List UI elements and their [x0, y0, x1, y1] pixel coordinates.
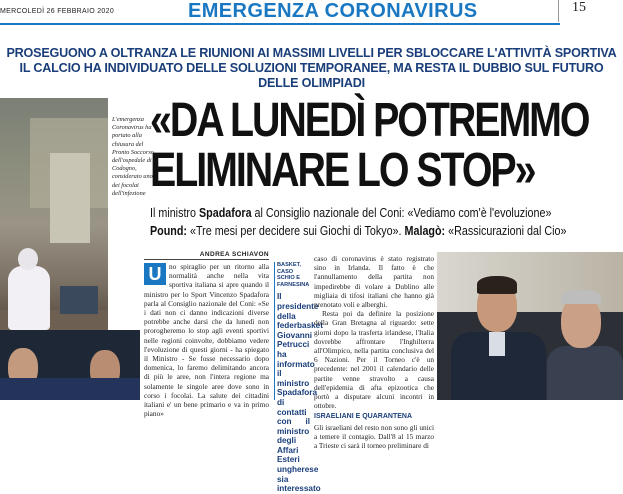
article-column-3-para-1: caso di coronavirus è stato registrato sino in Irlanda. Il fatto è che l'annullamento della partita non impedirebbe di volare a Dublino alle migliaia di tifosi italiani che hanno già prenotato voli e alberghi. [314, 254, 434, 310]
subhead-1-post: al Consiglio nazionale del Coni: «Vediamo com'è l'evoluzione» [251, 206, 552, 220]
photo-door [50, 153, 90, 243]
sidebar-brief [274, 262, 323, 494]
photo-coat [0, 378, 140, 400]
headline-line-2: ELIMINARE LO STOP» [150, 144, 535, 197]
photo-hair-1 [477, 276, 517, 294]
subhead-1 [150, 206, 557, 221]
section-title: EMERGENZA CORONAVIRUS [188, 0, 478, 22]
header-rule [0, 23, 560, 25]
subhead-2-name-1: Pound: [150, 224, 188, 238]
article-column-3-para-2: Resta poi da definire la posizione della Gran Bretagna al riguardo: sette giorni dopo la trasferta irlandese, l'Italia dovrebbe affrontare l'Inghilterra all'Olimpico, nella partita conclusiva del 6 Nazioni. Per il Torneo c'è un precedente: nel 2001 il calendario delle partite venne stravolto a causa dell'epidemia di afta epizootica che portò a disputare alcuni incontri in ottobre. [314, 309, 434, 411]
subhead-1-name: Spadafora [198, 206, 252, 220]
kicker-line-2: IL CALCIO HA INDIVIDUATO DELLE SOLUZIONI TEMPORANEE, MA RESTA IL DUBBIO SUL FUTURO DELLE OLIMPIADI [19, 61, 604, 90]
page-number: 15 [572, 0, 586, 15]
photo-cart [60, 286, 98, 314]
subhead-2-mid: «Tre mesi per decidere sui Giochi di Tokyo». [187, 224, 405, 238]
byline-rule [144, 259, 269, 260]
hospital-photo [0, 98, 108, 330]
photo-figure-head [18, 248, 38, 270]
subhead-2-name-2: Malagò: [404, 224, 446, 238]
sidebar-heading: BASKET, CASO SCHIO E FARNESINA [277, 262, 310, 288]
photo-suit-2 [547, 346, 623, 400]
article-column-3 [314, 254, 434, 451]
headline [150, 94, 589, 197]
kicker-line-1: PROSEGUONO A OLTRANZA LE RIUNIONI AI MASSIMI LIVELLI PER SBLOCCARE L'ATTIVITÀ SPORTIVA [6, 46, 617, 60]
bottom-left-photo [0, 330, 140, 400]
photo-hair-2 [561, 290, 601, 304]
kicker [0, 46, 623, 91]
sidebar-body: Il presidente della federbasket Giovanni Petrucci ha informato il ministro Spadafora di contatti con il ministro degli Affari Esteri ungherese sia interessato [277, 292, 323, 494]
subhead-1-pre: Il ministro [150, 206, 199, 220]
header-divider [558, 0, 559, 22]
officials-photo [437, 252, 623, 400]
photo-caption: L'emergenza Coronavirus ha portato alla chiusura del Pronto Soccorso dell'ospedale di Codogno, considerato uno dei focolai dell'infezione [112, 116, 154, 197]
photo-shirt-1 [489, 332, 505, 356]
subhead-2-post: «Rassicurazioni dal Cio» [445, 224, 567, 238]
article-column-3-subheading: ISRAELIANI E QUARANTENA [314, 413, 413, 421]
subhead-2 [150, 224, 567, 239]
article-column-1 [144, 262, 269, 419]
article-column-1-text: no spiraglio per un ritorno alla normalità anche nella vita sportiva italiana si apre quando il ministro per lo Sport Vincenzo Spadafora parla al Consiglio nazionale del Coni: «Se i dati non ci danno indicazioni diverse potrebbe anche darsi che da lunedì non prorogheremo lo stop agli eventi sportivi nelle regioni coinvolte, dobbiamo vedere l'evoluzione di questi giorni - ha spiegato il Ministro - Se fosse necessario dopo domenica, lo faremo delimitando ancora di più le aree, non l'intera regione ma solamente le singole aree dove sono in corso i focolai. La salute dei cittadini italiani e' un bene primario e va in primo piano» [144, 262, 269, 419]
byline: ANDREA SCHIAVON [199, 251, 269, 258]
headline-line-1: «DA LUNEDÌ POTREMMO [150, 94, 589, 147]
dateline: MERCOLEDÌ 26 FEBBRAIO 2020 [0, 8, 115, 15]
dropcap: U [144, 263, 166, 285]
photo-figure-body [8, 266, 50, 330]
article-column-3-para-3: Gli israeliani del resto non sono gli unici a temere il contagio. Dall'8 al 15 marzo a Trieste ci sarà il torneo preliminare di [314, 422, 434, 451]
page-header [0, 0, 623, 26]
